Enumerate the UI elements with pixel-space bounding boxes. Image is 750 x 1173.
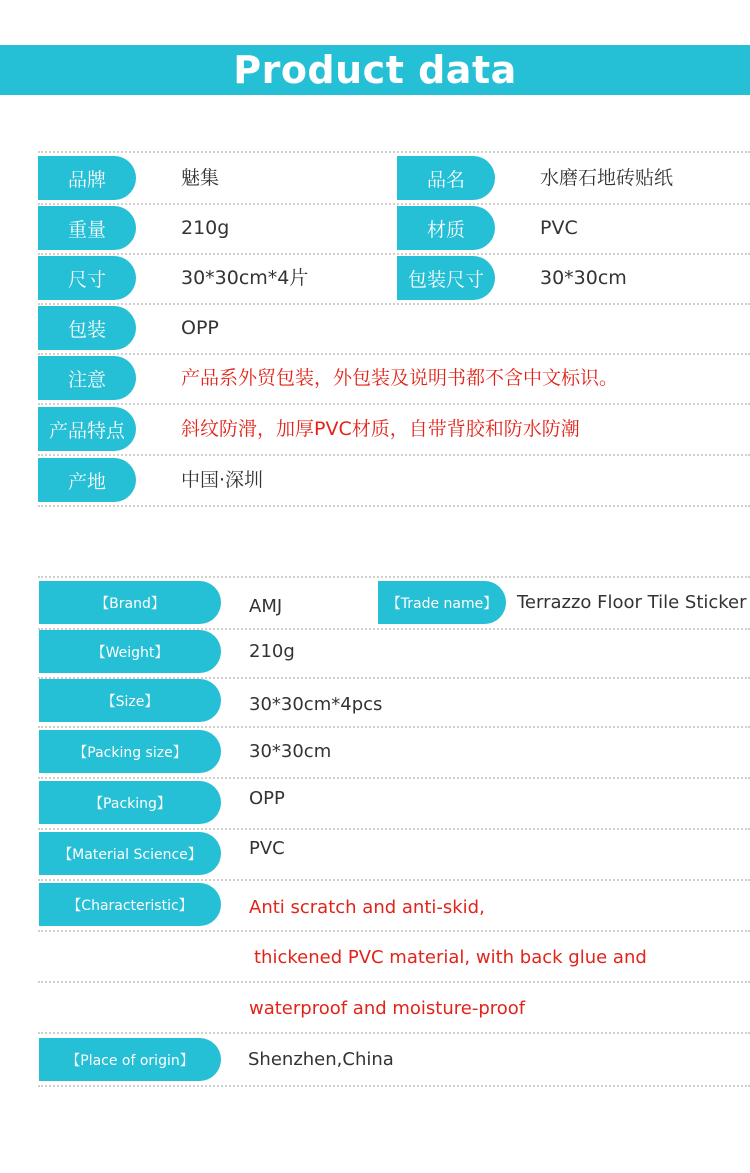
spec-row-origin xyxy=(38,455,750,507)
spec-value-trade-name-en: Terrazzo Floor Tile Sticker xyxy=(517,592,747,613)
spec-label-notice: 注意 xyxy=(38,356,136,400)
spec-label-packing-en: 【Packing】 xyxy=(39,781,221,824)
spec-value-characteristic-line-3: waterproof and moisture-proof xyxy=(249,998,526,1019)
spec-row-size xyxy=(38,253,750,305)
spec-row-packing-en xyxy=(38,778,750,830)
spec-value-characteristic-line-2: thickened PVC material, with back glue and xyxy=(254,947,647,968)
spec-value-material-en: PVC xyxy=(249,838,285,859)
spec-label-pack-size: 包装尺寸 xyxy=(397,256,495,300)
spec-label-material: 材质 xyxy=(397,206,495,250)
spec-row-packing xyxy=(38,303,750,355)
spec-label-material-en: 【Material Science】 xyxy=(39,832,221,875)
spec-row-weight-en xyxy=(38,627,750,679)
page-title: Product data xyxy=(233,48,517,92)
spec-row-features xyxy=(38,404,750,456)
header-banner xyxy=(0,45,750,95)
spec-label-packing: 包装 xyxy=(38,306,136,350)
spec-label-origin: 产地 xyxy=(38,458,136,502)
spec-row-packing-size-en xyxy=(38,727,750,779)
spec-row-weight xyxy=(38,203,750,255)
spec-value-pack-size: 30*30cm xyxy=(540,267,627,289)
spec-label-brand-en: 【Brand】 xyxy=(39,581,221,624)
spec-value-characteristic-line-1: Anti scratch and anti-skid, xyxy=(249,897,485,918)
spec-label-size: 尺寸 xyxy=(38,256,136,300)
spec-row-characteristic-en xyxy=(38,880,750,932)
spec-value-product-name: 水磨石地砖贴纸 xyxy=(540,167,674,189)
spec-label-size-en: 【Size】 xyxy=(39,679,221,722)
spec-value-origin-en: Shenzhen,China xyxy=(248,1049,394,1070)
spec-label-origin-en: 【Place of origin】 xyxy=(39,1038,221,1081)
spec-row-material-en xyxy=(38,829,750,881)
spec-value-packing-size-en: 30*30cm xyxy=(249,741,332,762)
spec-value-packing-en: OPP xyxy=(249,788,285,809)
spec-value-notice: 产品系外贸包装，外包装及说明书都不含中文标识。 xyxy=(181,367,619,389)
spec-row-brand xyxy=(38,151,750,205)
spec-value-packing: OPP xyxy=(181,317,219,339)
spec-value-size-en: 30*30cm*4pcs xyxy=(249,694,383,715)
spec-label-weight: 重量 xyxy=(38,206,136,250)
spec-value-material: PVC xyxy=(540,217,578,239)
spec-label-product-name: 品名 xyxy=(397,156,495,200)
spec-value-weight: 210g xyxy=(181,217,230,239)
spec-value-origin: 中国·深圳 xyxy=(181,469,264,491)
spec-label-weight-en: 【Weight】 xyxy=(39,630,221,673)
spec-row-characteristic-cont-1 xyxy=(38,931,750,983)
spec-label-features: 产品特点 xyxy=(38,407,136,451)
spec-value-brand: 魅集 xyxy=(181,167,220,189)
spec-row-brand-en xyxy=(38,576,750,630)
spec-row-origin-en xyxy=(38,1035,750,1087)
spec-value-brand-en: AMJ xyxy=(249,596,283,617)
spec-row-size-en xyxy=(38,676,750,728)
spec-label-characteristic-en: 【Characteristic】 xyxy=(39,883,221,926)
spec-label-trade-name-en: 【Trade name】 xyxy=(378,581,506,624)
spec-value-weight-en: 210g xyxy=(249,641,295,662)
spec-value-size: 30*30cm*4片 xyxy=(181,267,309,289)
spec-row-notice xyxy=(38,353,750,405)
spec-label-brand: 品牌 xyxy=(38,156,136,200)
spec-row-characteristic-cont-2 xyxy=(38,982,750,1034)
spec-value-features: 斜纹防滑，加厚PVC材质，自带背胶和防水防潮 xyxy=(181,418,580,440)
spec-label-packing-size-en: 【Packing size】 xyxy=(39,730,221,773)
